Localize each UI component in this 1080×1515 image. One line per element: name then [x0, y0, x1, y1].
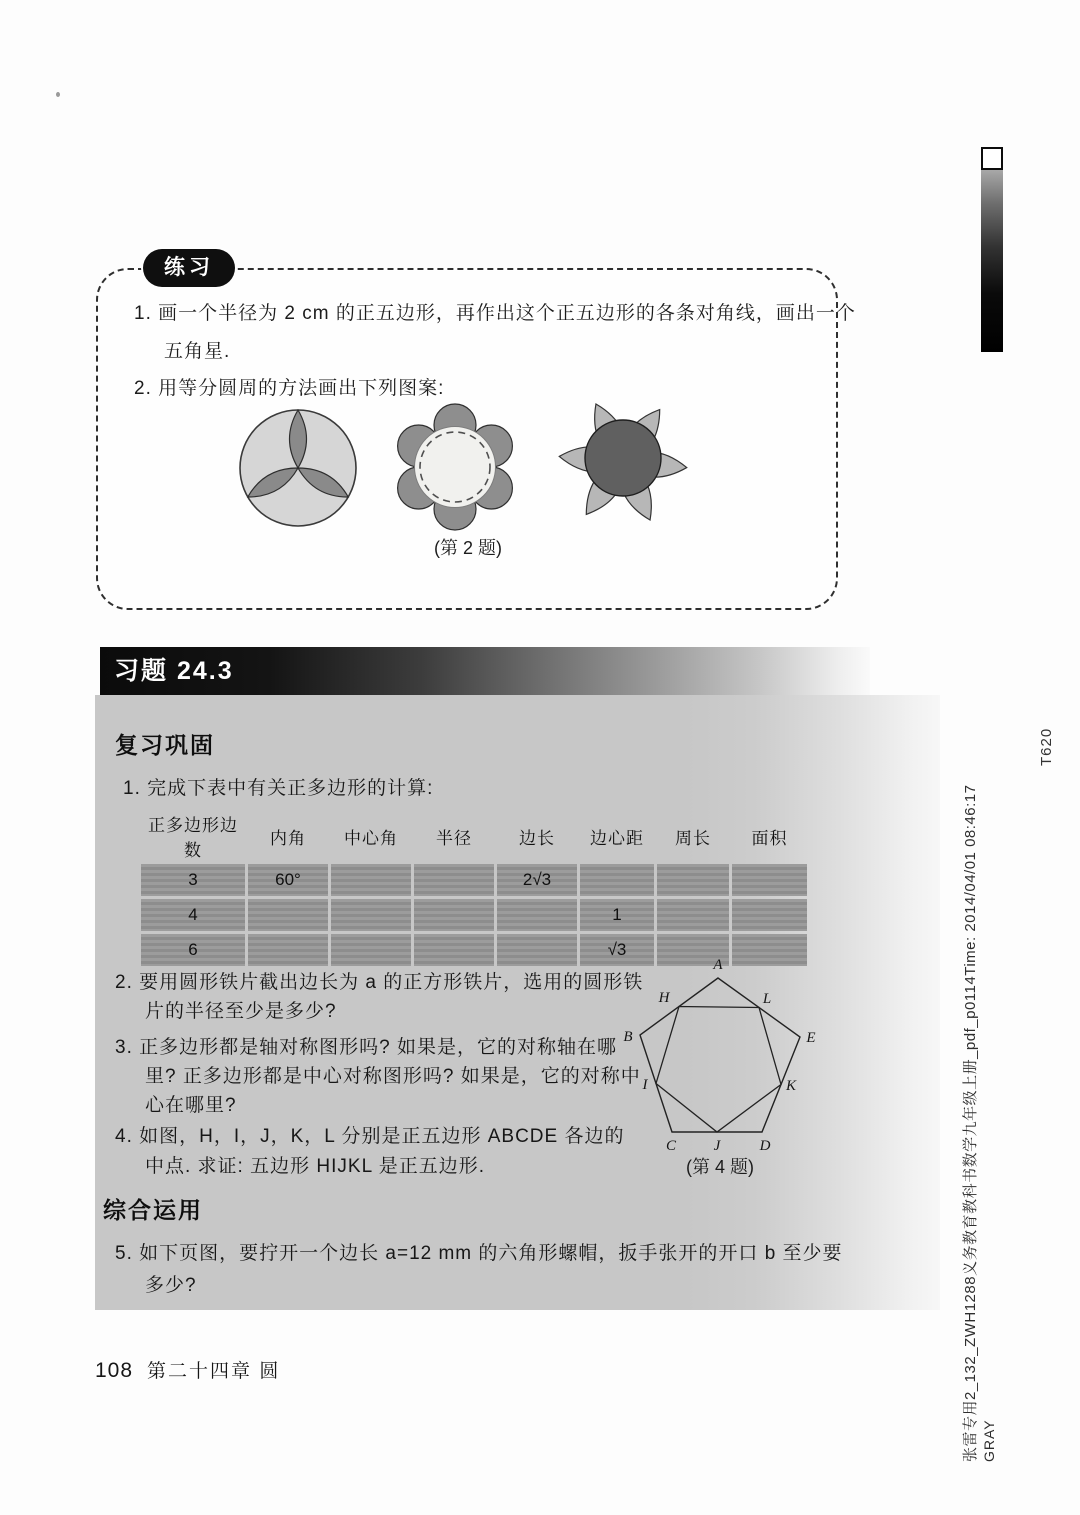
midpoint-label-I: I: [642, 1077, 648, 1093]
cell: [732, 864, 807, 896]
question-3-line-1: 3. 正多边形都是轴对称图形吗? 如果是，它的对称轴在哪: [115, 1037, 617, 1058]
col-header-area: 面积: [751, 828, 788, 848]
practice-badge: 练习: [143, 249, 235, 287]
col-header-radius: 半径: [436, 828, 472, 848]
scan-speck: [56, 92, 60, 97]
col-header-apothem: 边心距: [590, 828, 644, 848]
cell: [331, 934, 411, 966]
cell: [331, 864, 411, 896]
circle-patterns-figure: [112, 392, 832, 542]
registration-box: [981, 147, 1003, 170]
cell: [657, 899, 729, 931]
question-2-line-1: 2. 要用圆形铁片截出边长为 a 的正方形铁片，选用的圆形铁: [115, 972, 644, 993]
cell: [497, 934, 577, 966]
cell: 2√3: [497, 864, 577, 896]
col-header-interior-angle: 内角: [270, 828, 306, 848]
inner-pentagon: [656, 1007, 781, 1133]
chapter-title: 第二十四章 圆: [147, 1361, 281, 1382]
question-3-line-2: 里? 正多边形都是中心对称图形吗? 如果是，它的对称中: [145, 1066, 641, 1087]
practice-item-2-line-1: 2. 用等分圆周的方法画出下列图案:: [134, 378, 445, 399]
practice-item-1-line-2: 五角星.: [164, 341, 231, 362]
vertex-label-E: E: [806, 1030, 816, 1046]
question-4-line-1: 4. 如图，H，I，J，K，L 分别是正五边形 ABCDE 各边的: [115, 1126, 625, 1147]
exercise-header-label: 习题 24.3: [114, 657, 234, 685]
question-1: 1. 完成下表中有关正多边形的计算:: [123, 778, 434, 799]
color-mode-label: GRAY: [981, 1419, 997, 1462]
cell: 1: [580, 899, 654, 931]
question-3-line-3: 心在哪里?: [145, 1095, 237, 1116]
print-code: T620: [1038, 727, 1055, 766]
cell: [414, 899, 494, 931]
table-row: [141, 864, 807, 896]
cell: [331, 899, 411, 931]
review-heading: 复习巩固: [115, 732, 215, 758]
watermark-text: 张雷专用2_132_ZWH1288义务教育教科书数学九年级上册_pdf_p0114Time: 2014/04/01 08:46:17: [962, 784, 979, 1462]
six-lobe-flower-figure: [398, 404, 513, 530]
question-2-line-2: 片的半径至少是多少?: [145, 1001, 337, 1022]
cell: [414, 864, 494, 896]
circle-patterns-caption: (第 2 题): [433, 538, 502, 558]
pentagon-caption: (第 4 题): [685, 1157, 754, 1177]
vertex-label-A: A: [713, 957, 723, 973]
cell: [497, 899, 577, 931]
cell: [580, 864, 654, 896]
question-5-line-2: 多少?: [145, 1275, 197, 1296]
cell: 6: [141, 934, 245, 966]
page-number: 108: [95, 1359, 134, 1382]
vertex-label-D: D: [759, 1138, 771, 1154]
cell: [657, 864, 729, 896]
practice-item-1-line-1: 1. 画一个半径为 2 cm 的正五边形，再作出这个正五边形的各条对角线，画出一个: [134, 303, 856, 324]
col-header-sides: 正多边形边数: [148, 816, 238, 860]
cell: 3: [141, 864, 245, 896]
page-footer: [95, 1356, 280, 1383]
midpoint-label-J: J: [713, 1138, 721, 1154]
col-header-central-angle: 中心角: [344, 828, 398, 848]
col-header-side-length: 边长: [519, 828, 555, 848]
cell: [248, 934, 328, 966]
cell: √3: [580, 934, 654, 966]
print-code-wrapper: [1038, 727, 1076, 783]
table-row: [141, 899, 807, 931]
apply-heading: 综合运用: [103, 1197, 203, 1223]
vertex-label-B: B: [623, 1029, 633, 1045]
col-header-perimeter: 周长: [675, 828, 711, 848]
vertex-label-C: C: [665, 1138, 677, 1154]
cell: 60°: [248, 864, 328, 896]
cell: 4: [141, 899, 245, 931]
trefoil-circle-figure: [240, 410, 356, 526]
pentagon-diagram: [618, 952, 848, 1154]
table-header-row: [141, 811, 807, 861]
watermark-wrapper: [961, 784, 1080, 1500]
density-gradient-bar: [981, 170, 1003, 352]
cell: [414, 934, 494, 966]
midpoint-label-K: K: [785, 1078, 797, 1094]
exercise-header-bar: [100, 647, 870, 695]
question-4-line-2: 中点. 求证: 五边形 HIJKL 是正五边形.: [145, 1156, 485, 1177]
petal-flower-figure: [558, 399, 688, 526]
polygon-table: [138, 808, 810, 969]
cell: [732, 899, 807, 931]
question-5-line-1: 5. 如下页图，要拧开一个边长 a=12 mm 的六角形螺帽，扳手张开的开口 b 至少要: [115, 1243, 843, 1264]
cell: [248, 899, 328, 931]
midpoint-label-L: L: [762, 991, 772, 1007]
midpoint-label-H: H: [658, 990, 670, 1006]
